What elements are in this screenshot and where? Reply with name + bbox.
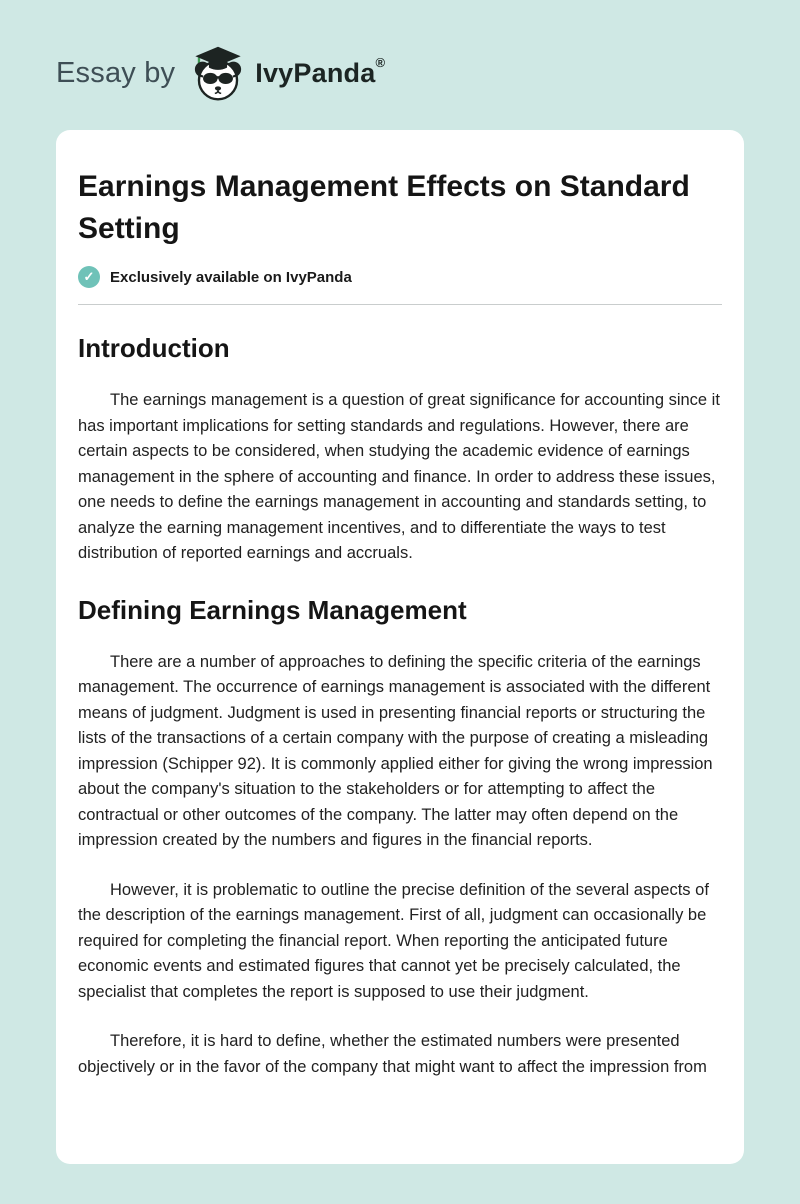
registered-mark-icon: ® — [375, 55, 386, 71]
essay-by-label: Essay by — [56, 56, 176, 89]
divider — [78, 304, 722, 305]
paragraph: The earnings management is a question of great significance for accounting since it has important implications for setting standards and regulations. However, there are certain aspects to be considered, when studying the academic evidence of earnings management in the sphere of accounting and finance. In order to address these issues, one needs to define the earnings management in accounting and standards setting, to analyze the earning management incentives, and to differentiate the ways to test distribution of reported earnings and accruals. — [78, 391, 720, 562]
ivypanda-logo — [189, 44, 385, 102]
availability-text: Exclusively available on IvyPanda — [110, 268, 352, 286]
essay-title: Earnings Management Effects on Standard Setting — [78, 170, 690, 245]
section-heading-introduction: Introduction — [78, 333, 230, 363]
paragraph: However, it is problematic to outline the precise definition of the several aspects of the description of the earnings management. First of all, judgment can occasionally be required for completing the financial report. When reporting the anticipated future economic events and estimated figures that cannot yet be precisely calculated, the specialist that completes the report is supposed to use their judgment. — [78, 880, 709, 1001]
availability-badge — [78, 266, 722, 288]
brand-name: IvyPanda — [255, 57, 376, 88]
paragraph: There are a number of approaches to defining the specific criteria of the earnings management. The occurrence of earnings management is associated with the different means of judgment. Judgment is used in presenting financial reports or structuring the lists of the transactions of a certain company with the purpose of creating a misleading impression (Schipper 92). It is commonly applied either for giving the wrong impression about the company's situation to the stakeholders or for attempting to affect the contractual or other outcomes of the company. The latter may often depend on the impression created by the numbers and figures in the financial reports. — [78, 652, 713, 849]
header — [56, 42, 744, 104]
section-heading-defining-earnings-management: Defining Earnings Management — [78, 594, 467, 625]
paragraph: Therefore, it is hard to define, whether the estimated numbers were presented objectively or in the favor of the company that might want to affect the impression from — [78, 1032, 707, 1076]
check-circle-icon: ✓ — [78, 266, 100, 288]
panda-graduate-icon — [189, 44, 247, 102]
essay-card — [56, 130, 744, 1164]
